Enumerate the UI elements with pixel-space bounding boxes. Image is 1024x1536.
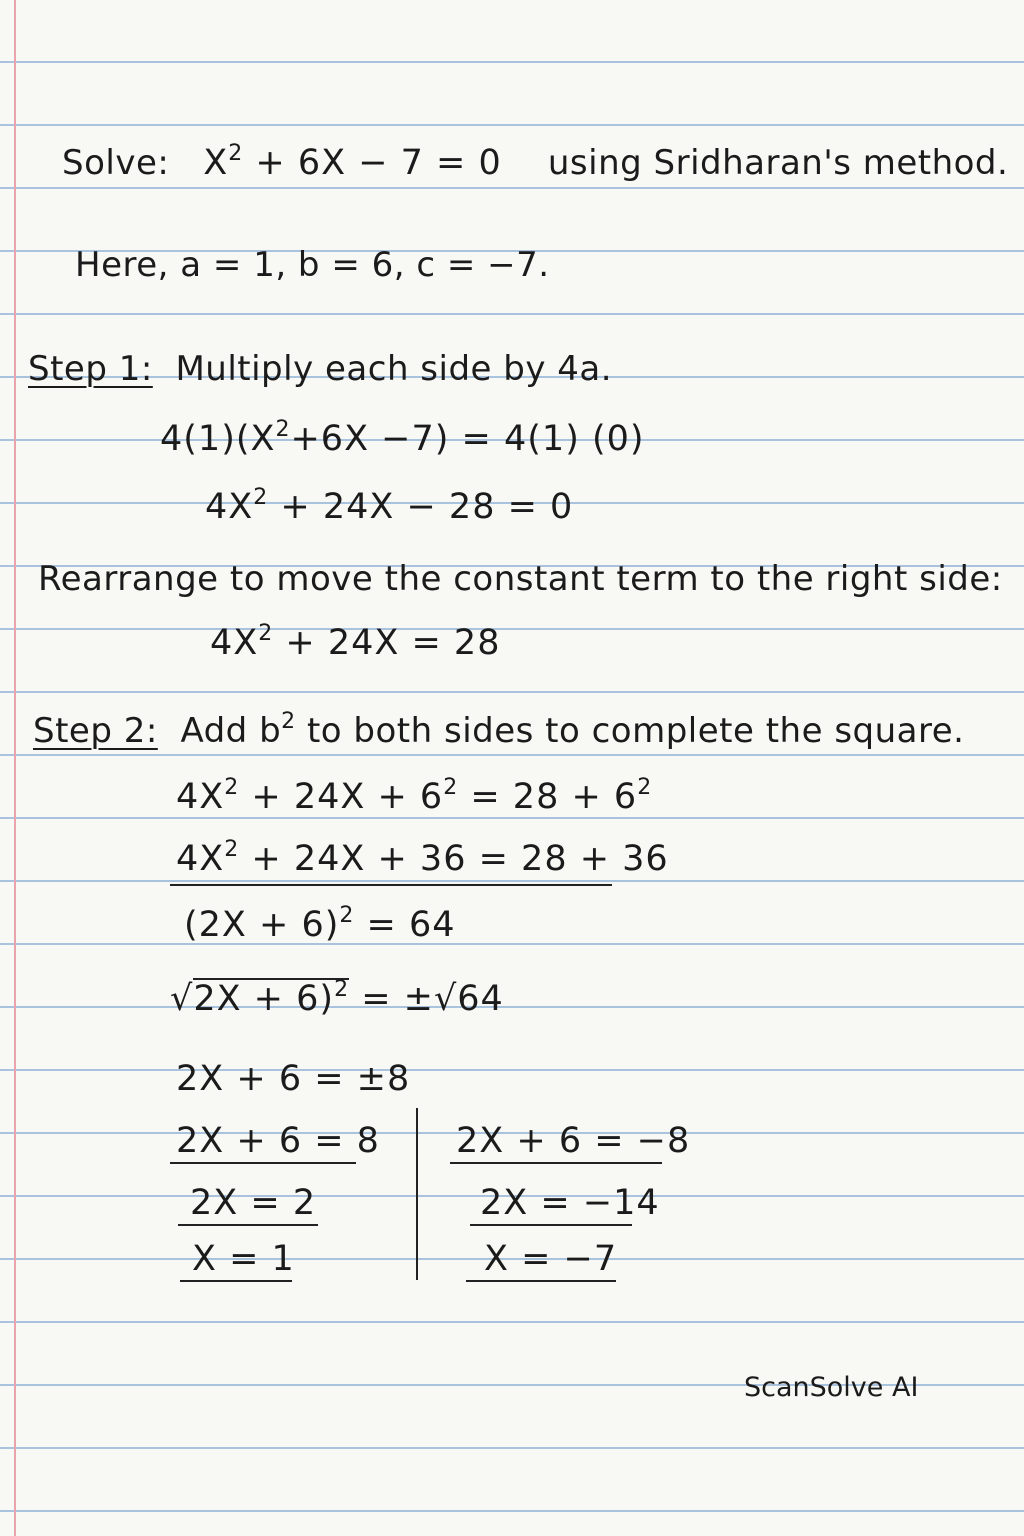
case-divider (416, 1108, 418, 1280)
step1-text: Multiply each side by 4a. (175, 349, 613, 389)
step2-equation-2: $4X^2 + 24X + 36 = 28 + 36$ (176, 837, 669, 879)
coefficients-line: Here, a = 1, b = 6, c = −7. (75, 245, 550, 285)
underline-rule (180, 1280, 292, 1282)
underline-rule (466, 1280, 616, 1282)
rearrange-text: Rearrange to move the constant term to the right side: (38, 559, 1003, 599)
step2-equation-3: $(2X + 6)^2 = 64$ (184, 903, 456, 945)
step2-equation-5: 2X + 6 = ±8 (176, 1059, 411, 1099)
underline-rule (178, 1224, 318, 1226)
brand-watermark: ScanSolve AI (744, 1372, 919, 1403)
underline-rule (470, 1224, 632, 1226)
problem-equation: $X^2 + 6X - 7 = 0$ (203, 141, 502, 183)
margin-line (14, 0, 16, 1536)
case-right-3: X = −7 (484, 1239, 618, 1279)
step1-label: Step 1: (28, 349, 153, 389)
case-right-2: 2X = −14 (480, 1183, 660, 1223)
case-left-2: 2X = 2 (190, 1183, 317, 1223)
step2-equation-1: $4X^2 + 24X + 6^2 = 28 + 6^2$ (176, 775, 653, 817)
step1-equation-1: $4(1)(X^2+6X -7) = 4(1)$ (0) (160, 417, 645, 459)
method-suffix: using Sridharan's method. (547, 143, 1009, 183)
case-left-1: 2X + 6 = 8 (176, 1121, 380, 1161)
underline-rule (170, 1162, 356, 1164)
case-right-1: 2X + 6 = −8 (456, 1121, 691, 1161)
underline-rule (450, 1162, 662, 1164)
solve-prefix: Solve: (62, 143, 170, 183)
underline-rule (170, 884, 612, 886)
step1-equation-2: $4X^2 + 24X - 28 = 0$ (205, 485, 574, 527)
radical-sign: √ (170, 979, 194, 1019)
step1-heading (28, 349, 613, 389)
problem-statement (62, 141, 1009, 183)
case-left-3: X = 1 (192, 1239, 295, 1279)
step2-equation-4: √2X + 6)$^2$ = ±√64 (170, 977, 504, 1019)
step2-label: Step 2: (33, 711, 158, 751)
step2-heading: Step 2: Add $b^2$ to both sides to complete the square. (33, 709, 965, 751)
rearrange-equation: $4X^2 + 24X = 28$ (210, 621, 501, 663)
